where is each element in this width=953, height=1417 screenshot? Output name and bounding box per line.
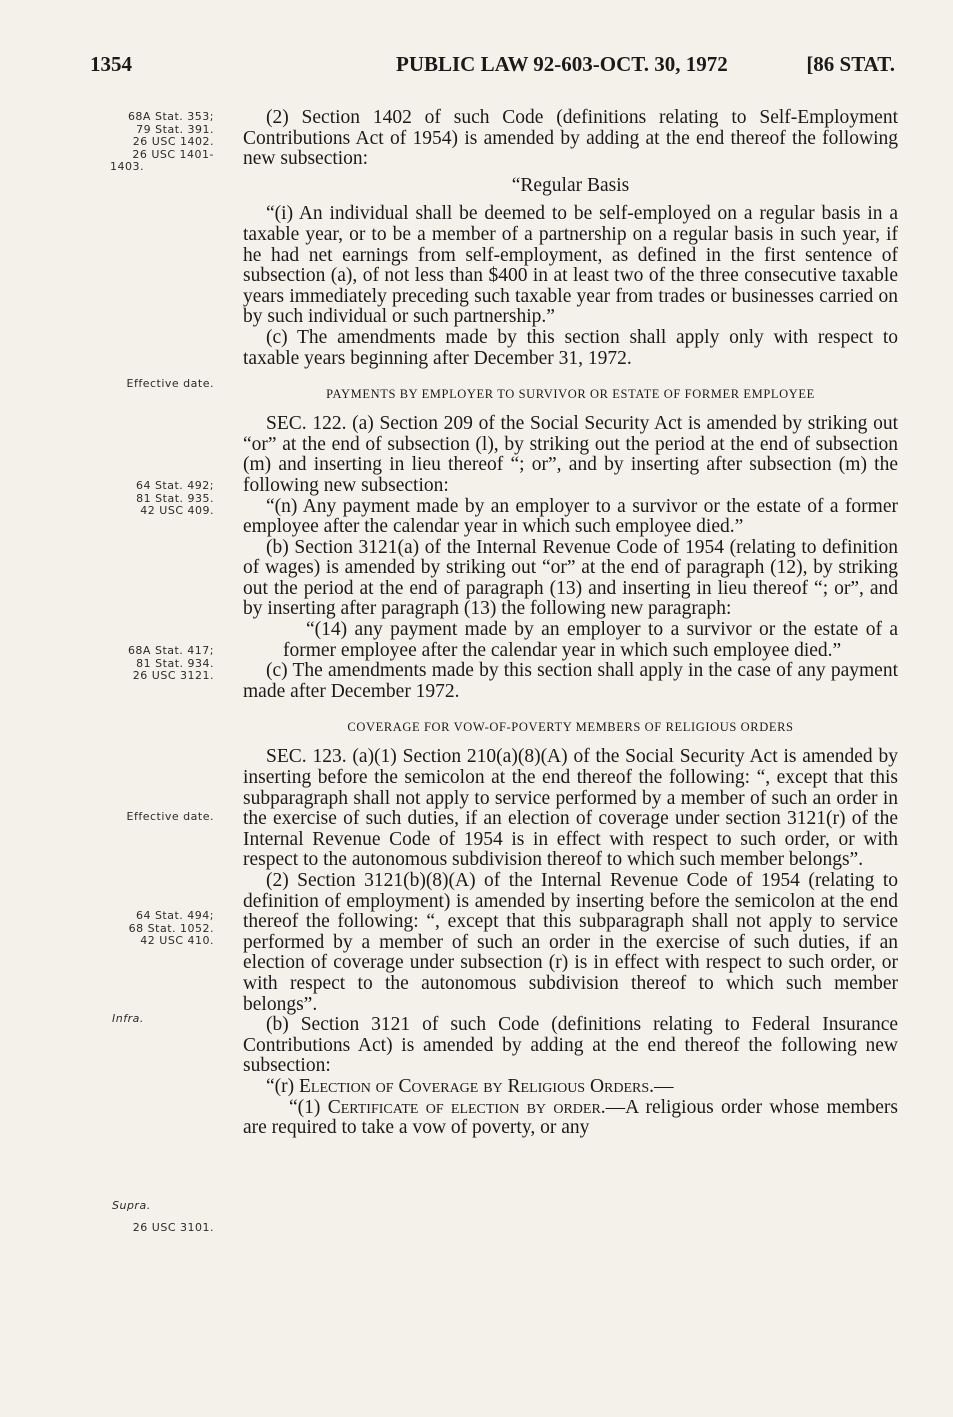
paragraph [243, 1098, 898, 1139]
paragraph: (b) Section 3121 of such Code (definitions relating to Federal Insurance Contributions Act) is amended by adding at the end thereof the following new subsection: [243, 1014, 898, 1077]
paragraph: “(14) any payment made by an employer to a survivor or the estate of a former employee after the calendar year in which such employee died.” [283, 619, 898, 661]
margin-note-line: Effective date. [126, 377, 214, 390]
margin-note-line: Effective date. [126, 810, 214, 823]
margin-note-line: 68A Stat. 353; [127, 110, 214, 123]
margin-note-line: 1403. [110, 160, 144, 173]
paragraph: “(n) Any payment made by an employer to a survivor or the estate of a former employee after the calendar year in which such employee died.” [243, 495, 898, 538]
paragraph [243, 747, 898, 871]
section-heading: PAYMENTS BY EMPLOYER TO SURVIVOR OR ESTATE OF FORMER EMPLOYEE [326, 387, 815, 402]
paragraph [243, 1077, 898, 1098]
page-title: PUBLIC LAW 92-603-OCT. 30, 1972 [396, 52, 728, 76]
paragraph-prefix: “(1) [289, 1096, 321, 1118]
body-text [243, 108, 898, 1139]
margin-note-supra [86, 1200, 214, 1213]
section-heading: “Regular Basis [511, 174, 630, 196]
margin-note-line: 42 USC 410. [140, 934, 214, 947]
margin-note-line: 68A Stat. 417; [127, 644, 214, 657]
margin-note-line: 81 Stat. 934. [136, 656, 214, 670]
paragraph-title: Certificate of election by order.— [327, 1096, 626, 1118]
margin-note-effective-date [86, 378, 214, 391]
paragraph: “(i) An individual shall be deemed to be self-employed on a regular basis in a taxable year, or to be a member of a partnership on a regular basis in such year, if he had net earnings from self-employment, as defined in the first sentence of subsection (a), of not less than $400 in at least two of the three consecutive taxable years immediately preceding such taxable year from trades or businesses carried on by such individual or such partnership.” [243, 203, 898, 328]
paragraph: (c) The amendments made by this section shall apply only with respect to taxable years beginning after December 31, 1972. [243, 326, 898, 369]
margin-note-line: 26 USC 3121. [132, 669, 214, 682]
section-heading: COVERAGE FOR VOW-OF-POVERTY MEMBERS OF RELIGIOUS ORDERS [347, 720, 794, 735]
margin-note-line: 26 USC 1401- [132, 147, 214, 161]
margin-note-3 [86, 480, 214, 518]
margin-note-4 [86, 645, 214, 683]
paragraph [243, 414, 898, 496]
margin-note-line: Supra. [112, 1199, 151, 1212]
paragraph-text: 122. (a) Section 209 of the Social Security Act is amended by striking out “or” at the end of subsection (l), by striking out the period at the end of subsection (m) and inserting in lieu thereof “; or”, and by inserting after subsection (m) the following new subsection: [243, 413, 898, 496]
margin-note-infra [86, 1013, 214, 1026]
margin-note-line: 64 Stat. 494; [135, 909, 214, 922]
paragraph: (2) Section 1402 of such Code (definitions relating to Self-Employment Contributions Act of 1954) is amended by adding at the end thereof the following new subsection: [243, 107, 898, 170]
margin-note-line: 26 USC 3101. [132, 1221, 214, 1234]
margin-note-line: 68 Stat. 1052. [128, 921, 214, 935]
paragraph-prefix: “(r) [266, 1075, 295, 1097]
margin-note-line: Infra. [112, 1012, 144, 1025]
sec-label: SEC. [266, 413, 307, 435]
margin-note-1 [86, 111, 214, 174]
margin-note-line: 26 USC 1402. [132, 135, 214, 148]
paragraph: (c) The amendments made by this section shall apply in the case of any payment made after December 1972. [243, 660, 898, 702]
margin-note-line: 64 Stat. 492; [135, 479, 214, 492]
paragraph: (2) Section 3121(b)(8)(A) of the Internal Revenue Code of 1954 (relating to definition of employment) is amended by inserting before the semicolon at the end thereof the following: “, except that this subparagraph shall not apply to service performed by a member of such an order in the exercise of such duties, if an election of coverage under subsection (r) is in effect with respect to such order, or with respect to the autonomous subdivision thereof to which such member belongs”. [243, 870, 898, 1015]
margin-note-9 [86, 1222, 214, 1235]
margin-note-effective-date [86, 811, 214, 824]
paragraph-text: A religious order whose members are required to take a vow of poverty, or any [243, 1096, 898, 1139]
margin-note-6 [86, 910, 214, 948]
subsection-title: Election of Coverage by Religious Orders.— [299, 1075, 674, 1097]
margin-note-line: 81 Stat. 935. [136, 491, 214, 505]
margin-note-line: 42 USC 409. [140, 504, 214, 517]
statute-reference: [86 STAT. [806, 52, 895, 76]
paragraph-text: 123. (a)(1) Section 210(a)(8)(A) of the Social Security Act is amended by inserting before the semicolon at the end thereof the following: “, except that this subparagraph shall not apply to service performed by a member of such an order in the exercise of such duties, if an election of coverage under section 3121(r) of the Internal Revenue Code of 1954 is in effect with respect to such order, or with respect to the autonomous subdivision thereof to which such member belongs”. [243, 746, 898, 871]
running-header [90, 52, 895, 84]
margin-note-line: 79 Stat. 391. [136, 122, 214, 136]
sec-label: SEC. [266, 746, 307, 768]
page-number: 1354 [90, 52, 132, 76]
paragraph: (b) Section 3121(a) of the Internal Revenue Code of 1954 (relating to definition of wages) is amended by striking out “or” at the end of paragraph (12), by striking out the period at the end of paragraph (13) and inserting in lieu thereof “; or”, and by inserting after paragraph (13) the following new paragraph: [243, 536, 898, 620]
